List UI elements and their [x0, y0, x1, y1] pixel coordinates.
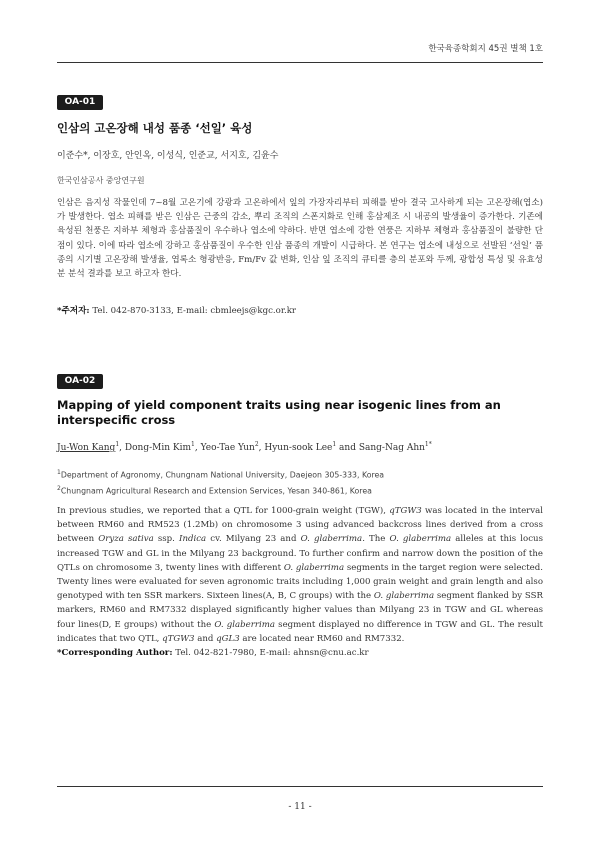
abstract-body: In previous studies, we reported that a QTL for 1000-grain weight (TGW), qTGW3 was located in the interval between RM60 and RM523 (1.2Mb) on chromosome 3 using advanced backcross lines derived from a cross between Oryza sativa ssp. Indica cv. Milyang 23 and O. glaberrima. The O. glaberrima alleles at this locus increased TGW and GL in the Milyang 23 background. To further confirm and narrow down the position of the QTLs on chromosome 3, twenty lines with different O. glaberrima segments in the target region were selected. Twenty lines were evaluated for seven agronomic traits including 1,000 grain weight and grain length and also genotyped with ten SSR markers. Sixteen lines(A, B, C groups) with the O. glaberrima segment flanked by SSR markers, RM60 and RM7332 displayed significantly higher values than Milyang 23 in TGW and GL whereas four lines(D, E groups) without the O. glaberrima segment displayed no difference in TGW and GL. The result indicates that two QTL, qTGW3 and qGL3 are located near RM60 and RM7332. [57, 506, 543, 644]
affiliation-mark: 2 [57, 484, 61, 492]
affiliation-line [57, 466, 543, 482]
contact-label: *Corresponding Author: [57, 648, 173, 658]
author-separator: , [194, 443, 201, 453]
contact-text: Tel. 042-821-7980, E-mail: ahnsn@cnu.ac.kr [175, 648, 369, 658]
author-name: Ju-Won Kang [57, 443, 116, 453]
author-affil-mark: 1 [115, 441, 120, 448]
author-separator: , [258, 443, 265, 453]
author-affil-mark: 2 [254, 441, 259, 448]
journal-header: 한국육종학회지 45권 별책 1호 [428, 44, 543, 54]
author-affil-mark: 1 [332, 441, 337, 448]
affiliation-text: Department of Agronomy, Chungnam National University, Daejeon 305-333, Korea [60, 470, 385, 480]
author-name: Yeo-Tae Yun [200, 443, 255, 453]
affiliation-line [57, 482, 543, 498]
abstract-body: 인삼은 음지성 작물인데 7~8월 고온기에 강광과 고온하에서 잎의 가장자리부터 피해를 받아 결국 고사하게 되는 고온장해(엽소)가 발생한다. 엽소 피해를 받은 인삼은 근중의 감소, 뿌리 조직의 스폰지화로 인해 홍삼제조 시 내공의 발생율이 증가한다. 기존에 육성된 천풍은 지하부 체형과 홍삼품질이 우수하나 엽소에 약하다. 반면 엽소에 강한 연풍은 지하부 체형과 홍삼품질이 불량한 단점이 있다. 이에 따라 엽소에 강하고 홍삼품질이 우수한 인삼 품종의 개발이 시급하다. 본 연구는 엽소에 내성으로 선발된 ‘선일’ 품종의 시기별 고온장해 발생율, 엽록소 형광반응, Fm/Fv 값 변화, 인삼 잎 조직의 큐티클 층의 분포와 두께, 광합성 특성 및 유효성분 분석 결과를 보고 하고자 한다. [57, 198, 543, 280]
author-affil-mark: 1 [191, 441, 195, 448]
affiliations [57, 466, 543, 497]
abstract-title: Mapping of yield component traits using near isogenic lines from an interspecific cross [57, 398, 501, 427]
author-name: Hyun-sook Lee [264, 443, 333, 453]
footer-rule [57, 786, 543, 787]
page-number: - 11 - [288, 802, 312, 812]
abstract-badge: OA-02 [57, 374, 103, 389]
author-affil-mark: 1* [424, 441, 432, 448]
authors [57, 148, 543, 161]
contact-info [57, 648, 543, 658]
author-separator: and [336, 443, 359, 453]
author-name: Dong-Min Kim [124, 443, 192, 453]
contact-info [57, 304, 543, 316]
author-separator: , [119, 443, 125, 453]
author-list: 이준수*, 이장호, 안인옥, 이성식, 인준교, 서지호, 김윤수 [57, 151, 279, 161]
contact-text: Tel. 042-870-3133, E-mail: cbmleejs@kgc.or.kr [92, 306, 297, 316]
contact-label: *주저자: [57, 306, 90, 316]
abstract-title: 인삼의 고온장해 내성 품종 ‘선일’ 육성 [57, 121, 253, 135]
author-name: Sang-Nag Ahn [358, 443, 425, 453]
affiliation: 한국인삼공사 중앙연구원 [57, 176, 145, 185]
affiliation-mark: 1 [57, 469, 61, 476]
affiliation-text: Chungnam Agricultural Research and Extension Services, Yesan 340-861, Korea [60, 486, 372, 496]
header-rule [57, 62, 543, 63]
authors [57, 441, 543, 453]
abstract-badge: OA-01 [57, 95, 103, 110]
